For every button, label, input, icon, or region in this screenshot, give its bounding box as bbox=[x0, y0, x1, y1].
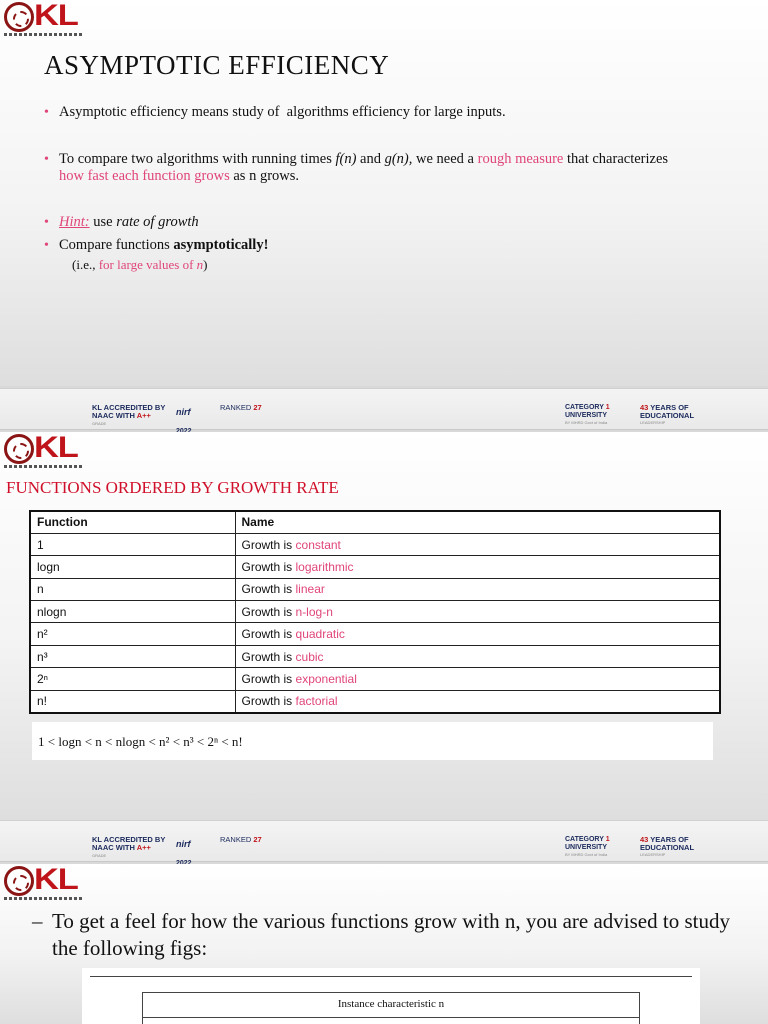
name-cell bbox=[235, 578, 720, 600]
logo-subtitle-strip bbox=[4, 33, 84, 36]
logo-mark: KL bbox=[34, 432, 78, 464]
growth-highlight: how fast each function grows bbox=[59, 168, 230, 184]
function-cell: n! bbox=[30, 690, 235, 712]
years-number: 43 bbox=[640, 835, 649, 844]
slide-growth-figures bbox=[0, 864, 768, 1024]
name-cell bbox=[235, 668, 720, 690]
years-badge bbox=[640, 836, 694, 859]
naac-line1: KL ACCREDITED BY bbox=[92, 835, 166, 844]
hint-link[interactable]: Hint: bbox=[59, 214, 90, 230]
naac-small: GRADE bbox=[92, 853, 107, 858]
growth-rate-table bbox=[29, 510, 721, 714]
slide-title: FUNCTIONS ORDERED BY GROWTH RATE bbox=[6, 478, 339, 497]
ranked-number: 27 bbox=[253, 835, 262, 844]
large-values-highlight: for large values of bbox=[98, 257, 197, 272]
university-seal-icon bbox=[4, 2, 34, 32]
growth-prefix: Growth is bbox=[241, 694, 296, 709]
function-cell: n bbox=[30, 578, 235, 600]
years-small: LEADERSHIP bbox=[640, 852, 666, 857]
category-label: CATEGORY bbox=[565, 836, 604, 843]
table-line bbox=[143, 1017, 639, 1018]
function-cell: nlogn bbox=[30, 601, 235, 623]
asymptotically-bold: asymptotically! bbox=[173, 237, 269, 253]
bullet-dot-icon: • bbox=[44, 215, 49, 230]
bullet-compare-asymptotically bbox=[44, 237, 268, 254]
category-label: CATEGORY bbox=[565, 404, 604, 411]
ranked-number: 27 bbox=[253, 403, 262, 412]
table-row bbox=[30, 533, 720, 555]
logo-mark: KL bbox=[34, 864, 78, 896]
university-seal-icon bbox=[4, 434, 34, 464]
category-university: UNIVERSITY bbox=[565, 411, 608, 419]
name-cell bbox=[235, 556, 720, 578]
fn-term: f(n) bbox=[335, 151, 357, 167]
rough-measure-highlight: rough measure bbox=[477, 151, 564, 167]
category-badge bbox=[565, 836, 610, 859]
kl-university-logo bbox=[4, 434, 84, 470]
growth-prefix: Growth is bbox=[241, 627, 296, 642]
table-row bbox=[30, 645, 720, 667]
name-cell bbox=[235, 645, 720, 667]
nirf-text: nirf bbox=[176, 839, 191, 849]
bullet-hint bbox=[44, 214, 199, 231]
naac-line1: KL ACCREDITED BY bbox=[92, 403, 166, 412]
naac-grade: A++ bbox=[136, 411, 151, 420]
slide-footer bbox=[0, 388, 768, 430]
table-row bbox=[30, 623, 720, 645]
n-variable: n bbox=[196, 257, 204, 272]
bullet-text bbox=[44, 214, 199, 231]
name-cell bbox=[235, 533, 720, 555]
years-small: LEADERSHIP bbox=[640, 420, 666, 425]
text-part: that characterizes bbox=[563, 151, 669, 167]
logo-subtitle-strip bbox=[4, 465, 84, 468]
growth-class: linear bbox=[295, 582, 325, 597]
growth-prefix: Growth is bbox=[241, 671, 296, 686]
figure-table bbox=[82, 968, 700, 1024]
table-row bbox=[30, 556, 720, 578]
growth-prefix: Growth is bbox=[241, 604, 296, 619]
ranked-badge bbox=[220, 404, 262, 412]
bullet-dot-icon: • bbox=[44, 238, 49, 253]
kl-university-logo bbox=[4, 2, 84, 38]
bullet-text bbox=[44, 151, 754, 185]
category-number: 1 bbox=[605, 404, 610, 411]
growth-class: quadratic bbox=[295, 627, 345, 642]
kl-university-logo bbox=[4, 866, 84, 902]
bullet-definition bbox=[44, 104, 744, 121]
ranked-label: RANKED bbox=[220, 403, 252, 412]
naac-grade: A++ bbox=[136, 843, 151, 852]
growth-class: cubic bbox=[295, 649, 324, 664]
table-row bbox=[30, 578, 720, 600]
function-cell: logn bbox=[30, 556, 235, 578]
years-line2: EDUCATIONAL bbox=[640, 410, 695, 420]
category-university: UNIVERSITY bbox=[565, 843, 608, 851]
table-row bbox=[30, 668, 720, 690]
bullet-text: Asymptotic efficiency means study of algorithms efficiency for large inputs. bbox=[59, 104, 506, 120]
text-part: use bbox=[89, 214, 117, 230]
naac-small: GRADE bbox=[92, 421, 107, 426]
table-header-row bbox=[30, 511, 720, 533]
rate-of-growth-text: rate of growth bbox=[116, 214, 199, 230]
growth-ordering: 1 < logn < n < nlogn < n² < n³ < 2ⁿ < n! bbox=[32, 722, 713, 760]
text-part: To compare two algorithms with running times bbox=[59, 151, 336, 167]
name-cell bbox=[235, 623, 720, 645]
figure-rule bbox=[90, 976, 692, 977]
growth-prefix: Growth is bbox=[241, 537, 296, 552]
growth-class: exponential bbox=[295, 671, 357, 686]
nirf-text: nirf bbox=[176, 407, 191, 417]
function-cell: n³ bbox=[30, 645, 235, 667]
growth-class: logarithmic bbox=[295, 559, 354, 574]
function-cell: 2ⁿ bbox=[30, 668, 235, 690]
growth-prefix: Growth is bbox=[241, 649, 296, 664]
column-header-name: Name bbox=[235, 511, 720, 533]
text-part: as n grows. bbox=[229, 168, 300, 184]
text-part: and bbox=[356, 151, 385, 167]
ranked-badge bbox=[220, 836, 262, 844]
text-part: ) bbox=[203, 257, 208, 272]
years-line1: YEARS OF bbox=[650, 403, 689, 412]
naac-badge bbox=[92, 404, 165, 428]
column-header-function: Function bbox=[30, 511, 235, 533]
growth-class: constant bbox=[295, 537, 341, 552]
years-line1: YEARS OF bbox=[650, 835, 689, 844]
category-number: 1 bbox=[605, 836, 610, 843]
slide-title: ASYMPTOTIC EFFICIENCY bbox=[44, 50, 390, 80]
growth-class: factorial bbox=[295, 694, 338, 709]
gn-term: g(n), bbox=[384, 151, 413, 167]
text-part: Compare functions bbox=[59, 237, 174, 253]
ranked-label: RANKED bbox=[220, 835, 252, 844]
bullet-dot-icon: • bbox=[44, 105, 49, 120]
bullet-text bbox=[44, 237, 268, 254]
years-badge bbox=[640, 404, 694, 427]
naac-badge bbox=[92, 836, 165, 860]
growth-prefix: Growth is bbox=[241, 582, 296, 597]
table-row bbox=[30, 601, 720, 623]
naac-line2: NAAC WITH bbox=[92, 843, 135, 852]
function-cell: 1 bbox=[30, 533, 235, 555]
naac-line2: NAAC WITH bbox=[92, 411, 135, 420]
slide-asymptotic-efficiency bbox=[0, 0, 768, 386]
slide-growth-rate bbox=[0, 432, 768, 820]
table-row bbox=[30, 690, 720, 712]
text-part: we need a bbox=[412, 151, 478, 167]
figure-caption bbox=[143, 998, 639, 1010]
logo-mark: KL bbox=[34, 0, 78, 32]
slide-footer bbox=[0, 820, 768, 862]
bullet-compare bbox=[44, 151, 754, 185]
bullet-feel-growth bbox=[32, 908, 752, 962]
caption-text: Instance characteristic n bbox=[337, 998, 445, 1010]
growth-prefix: Growth is bbox=[241, 559, 296, 574]
name-cell bbox=[235, 690, 720, 712]
bullet-dot-icon: • bbox=[44, 152, 49, 167]
function-cell: n² bbox=[30, 623, 235, 645]
category-small: BY MHRD Govt of India bbox=[565, 420, 608, 425]
logo-subtitle-strip bbox=[4, 897, 84, 900]
category-small: BY MHRD Govt of India bbox=[565, 852, 608, 857]
dash-bullet: – bbox=[32, 909, 43, 933]
category-badge bbox=[565, 404, 610, 427]
instance-table bbox=[142, 992, 640, 1024]
university-seal-icon bbox=[4, 866, 34, 896]
years-number: 43 bbox=[640, 403, 649, 412]
text-part: (i.e., bbox=[72, 257, 99, 272]
sub-note bbox=[72, 256, 208, 273]
growth-class: n-log-n bbox=[295, 604, 333, 619]
bullet-text: To get a feel for how the various functions grow with n, you are advised to study the following figs: bbox=[52, 909, 736, 960]
years-line2: EDUCATIONAL bbox=[640, 842, 695, 852]
name-cell bbox=[235, 601, 720, 623]
